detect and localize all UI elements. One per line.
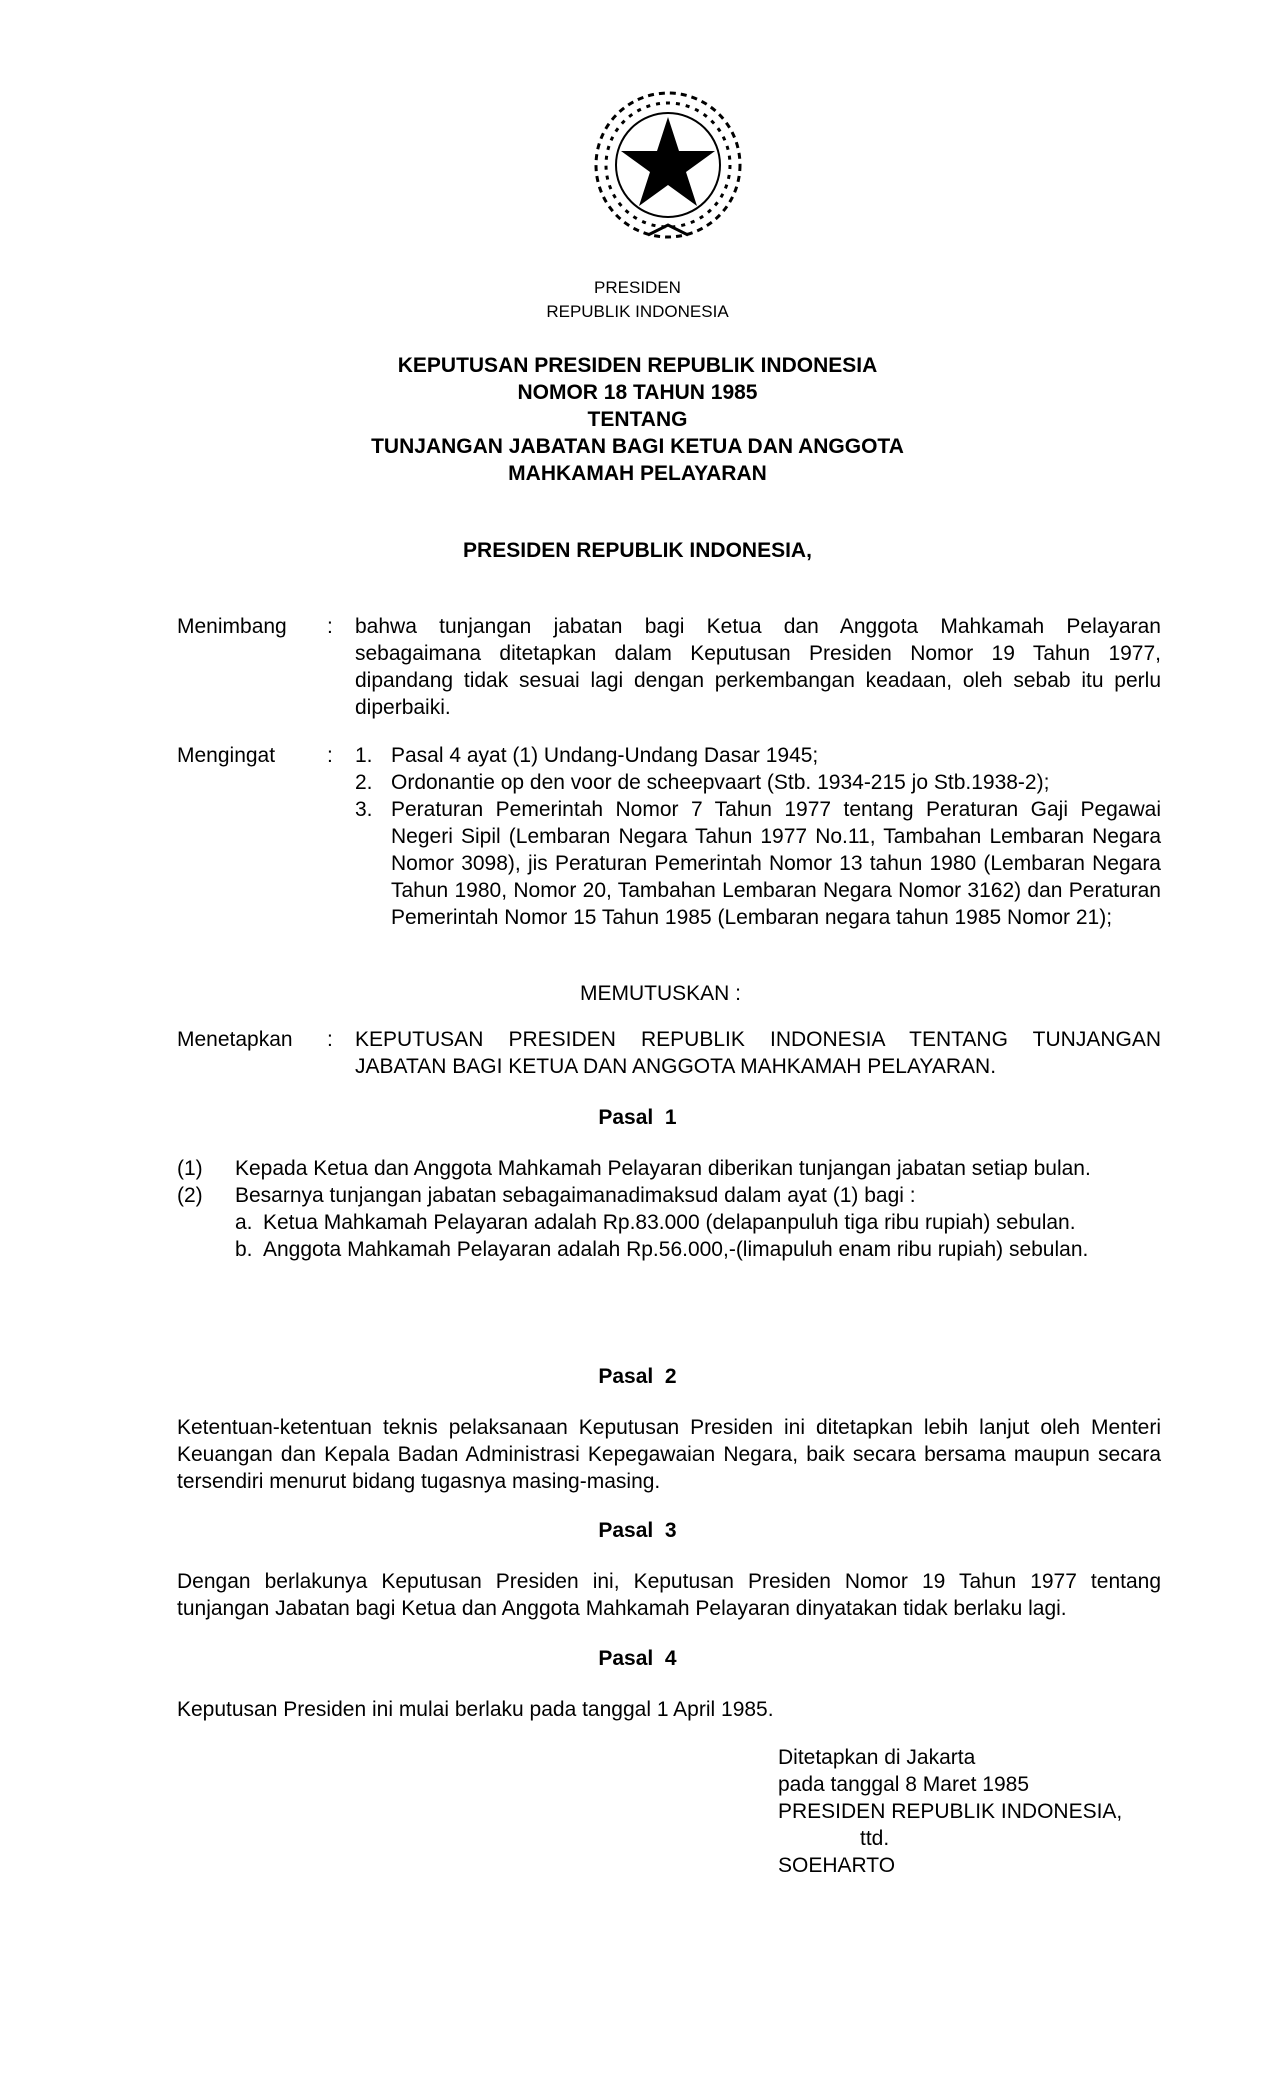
sub-text: Anggota Mahkamah Pelayaran adalah Rp.56.000,-(limapuluh enam ribu rupiah) sebulan. — [263, 1238, 1089, 1261]
opening: PRESIDEN REPUBLIK INDONESIA, — [463, 539, 812, 562]
title-line: NOMOR 18 TAHUN 1985 — [517, 381, 758, 404]
title-line: KEPUTUSAN PRESIDEN REPUBLIK INDONESIA — [397, 354, 878, 377]
signature-date: pada tanggal 8 Maret 1985 — [778, 1773, 1030, 1796]
menimbang-section — [177, 613, 1161, 721]
pasal-1-heading: Pasal 1 — [598, 1106, 677, 1129]
letterhead-republik: REPUBLIK INDONESIA — [546, 302, 729, 321]
signature-ttd: ttd. — [860, 1827, 890, 1850]
menetapkan-section — [177, 1026, 1161, 1080]
pasal-2-heading: Pasal 2 — [598, 1365, 677, 1388]
list-item — [355, 742, 1161, 769]
colon: : — [327, 1028, 333, 1051]
mengingat-label: Mengingat — [177, 744, 276, 767]
list-item — [355, 796, 1161, 931]
sub-letter: b. — [235, 1238, 253, 1261]
item-number: 2. — [355, 771, 373, 794]
list-item — [355, 769, 1161, 796]
menetapkan-label: Menetapkan — [177, 1028, 293, 1051]
signature-name: SOEHARTO — [778, 1854, 896, 1877]
pasal-4-heading: Pasal 4 — [598, 1647, 677, 1670]
pasal-3-text: Dengan berlakunya Keputusan Presiden ini, Keputusan Presiden Nomor 19 Tahun 1977 tentang tunjangan Jabatan bagi Ketua dan Anggota Mahkamah Pelayaran dinyatakan tidak berlaku lagi. — [177, 1570, 1161, 1620]
memutuskan: MEMUTUSKAN : — [580, 982, 742, 1005]
sub-letter: a. — [235, 1211, 253, 1234]
ayat-number: (2) — [177, 1184, 203, 1207]
letterhead-presiden: PRESIDEN — [594, 278, 681, 297]
signature-place: Ditetapkan di Jakarta — [778, 1746, 976, 1769]
ayat-number: (1) — [177, 1157, 203, 1180]
colon: : — [327, 744, 333, 767]
item-text: Peraturan Pemerintah Nomor 7 Tahun 1977 tentang Peraturan Gaji Pegawai Negeri Sipil (Lembaran Negara Tahun 1977 No.11, Tambahan Lembaran Negara Nomor 3098), jis Peraturan Pemerintah Nomor 13 tahun 1980 (Lembaran Negara Tahun 1980, Nomor 20, Tambahan Lembaran Negara Nomor 3162) dan Peraturan Pemerintah Nomor 15 Tahun 1985 (Lembaran negara tahun 1985 Nomor 21); — [391, 798, 1161, 929]
title-line: TENTANG — [587, 408, 688, 431]
title-line: TUNJANGAN JABATAN BAGI KETUA DAN ANGGOTA — [371, 435, 904, 458]
presidential-emblem-icon — [588, 85, 748, 252]
signature-office: PRESIDEN REPUBLIK INDONESIA, — [778, 1800, 1123, 1823]
pasal-1-body — [177, 1155, 1161, 1263]
item-number: 3. — [355, 798, 373, 821]
item-text: Ordonantie op den voor de scheepvaart (Stb. 1934-215 jo Stb.1938-2); — [391, 771, 1050, 794]
sub-text: Ketua Mahkamah Pelayaran adalah Rp.83.000 (delapanpuluh tiga ribu rupiah) sebulan. — [263, 1211, 1076, 1234]
pasal-4-text: Keputusan Presiden ini mulai berlaku pada tanggal 1 April 1985. — [177, 1698, 774, 1721]
signature-block — [778, 1744, 1122, 1879]
pasal-2-text: Ketentuan-ketentuan teknis pelaksanaan Keputusan Presiden ini ditetapkan lebih lanjut oleh Menteri Keuangan dan Kepala Badan Administrasi Kepegawaian Negara, baik secara bersama maupun secara tersendiri menurut bidang tugasnya masing-masing. — [177, 1416, 1161, 1493]
title-line: MAHKAMAH PELAYARAN — [508, 462, 767, 485]
menimbang-text: bahwa tunjangan jabatan bagi Ketua dan Anggota Mahkamah Pelayaran sebagaimana ditetapkan dalam Keputusan Presiden Nomor 19 Tahun 1977, dipandang tidak sesuai lagi dengan perkembangan keadaan, oleh sebab itu perlu diperbaiki. — [355, 615, 1161, 719]
colon: : — [327, 615, 333, 638]
mengingat-section — [177, 742, 1161, 931]
menimbang-label: Menimbang — [177, 615, 287, 638]
menetapkan-text: KEPUTUSAN PRESIDEN REPUBLIK INDONESIA TENTANG TUNJANGAN JABATAN BAGI KETUA DAN ANGGOTA MAHKAMAH PELAYARAN. — [355, 1028, 1161, 1078]
ayat-text: Kepada Ketua dan Anggota Mahkamah Pelayaran diberikan tunjangan jabatan setiap bulan. — [235, 1157, 1091, 1180]
document-title — [0, 352, 1275, 487]
pasal-3-heading: Pasal 3 — [598, 1519, 677, 1542]
ayat-text: Besarnya tunjangan jabatan sebagaimanadimaksud dalam ayat (1) bagi : — [235, 1184, 916, 1207]
item-text: Pasal 4 ayat (1) Undang-Undang Dasar 1945; — [391, 744, 819, 767]
item-number: 1. — [355, 744, 373, 767]
